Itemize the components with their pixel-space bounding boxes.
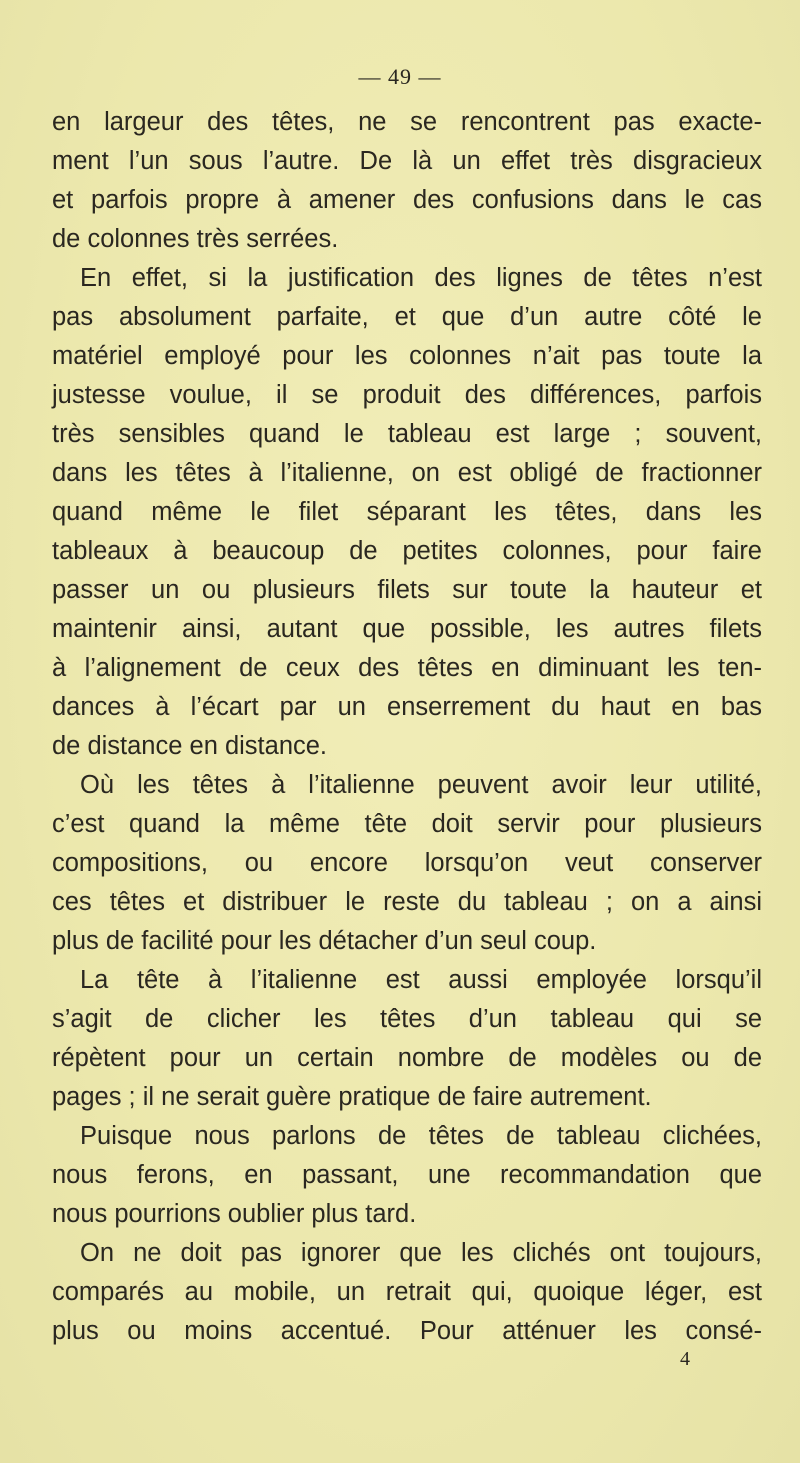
text-line: très sensibles quand le tableau est large ; souvent, xyxy=(52,420,762,448)
text-line: matériel employé pour les colonnes n’ait pas toute la xyxy=(52,342,762,370)
text-line: à l’alignement de ceux des têtes en diminuant les ten- xyxy=(52,654,762,682)
paragraph-start-line: Puisque nous parlons de têtes de tableau clichées, xyxy=(80,1122,762,1150)
text-line: ces têtes et distribuer le reste du tableau ; on a ainsi xyxy=(52,888,762,916)
text-line: plus de facilité pour les détacher d’un seul coup. xyxy=(52,927,597,955)
text-line: de distance en distance. xyxy=(52,732,328,760)
text-line: s’agit de clicher les têtes d’un tableau qui se xyxy=(52,1005,762,1033)
paragraph-start-line: On ne doit pas ignorer que les clichés ont toujours, xyxy=(80,1239,762,1267)
paragraph-start-line: En effet, si la justification des lignes de têtes n’est xyxy=(80,264,762,292)
text-line: plus ou moins accentué. Pour atténuer les consé- xyxy=(52,1317,762,1345)
text-line: ment l’un sous l’autre. De là un effet très disgracieux xyxy=(52,147,762,175)
text-line: nous pourrions oublier plus tard. xyxy=(52,1200,417,1228)
text-line: comparés au mobile, un retrait qui, quoique léger, est xyxy=(52,1278,762,1306)
paragraph-start-line: La tête à l’italienne est aussi employée lorsqu’il xyxy=(80,966,762,994)
text-line: nous ferons, en passant, une recommandation que xyxy=(52,1161,762,1189)
text-line: pas absolument parfaite, et que d’un autre côté le xyxy=(52,303,762,331)
text-line: passer un ou plusieurs filets sur toute la hauteur et xyxy=(52,576,762,604)
text-line: en largeur des têtes, ne se rencontrent pas exacte- xyxy=(52,108,762,136)
text-line: tableaux à beaucoup de petites colonnes, pour faire xyxy=(52,537,762,565)
text-line: compositions, ou encore lorsqu’on veut conserver xyxy=(52,849,762,877)
text-line: dances à l’écart par un enserrement du haut en bas xyxy=(52,693,762,721)
body-text xyxy=(52,103,762,1351)
text-line: maintenir ainsi, autant que possible, les autres filets xyxy=(52,615,762,643)
text-line: quand même le filet séparant les têtes, dans les xyxy=(52,498,762,526)
text-line: justesse voulue, il se produit des différences, parfois xyxy=(52,381,762,409)
signature-mark: 4 xyxy=(680,1348,690,1370)
text-line: pages ; il ne serait guère pratique de faire autrement. xyxy=(52,1083,652,1111)
text-line: répètent pour un certain nombre de modèles ou de xyxy=(52,1044,762,1072)
text-line: c’est quand la même tête doit servir pour plusieurs xyxy=(52,810,762,838)
text-line: et parfois propre à amener des confusions dans le cas xyxy=(52,186,762,214)
text-line: dans les têtes à l’italienne, on est obligé de fractionner xyxy=(52,459,762,487)
text-line: de colonnes très serrées. xyxy=(52,225,339,253)
page-number: — 49 — xyxy=(358,64,442,89)
paragraph-start-line: Où les têtes à l’italienne peuvent avoir leur utilité, xyxy=(80,771,762,799)
